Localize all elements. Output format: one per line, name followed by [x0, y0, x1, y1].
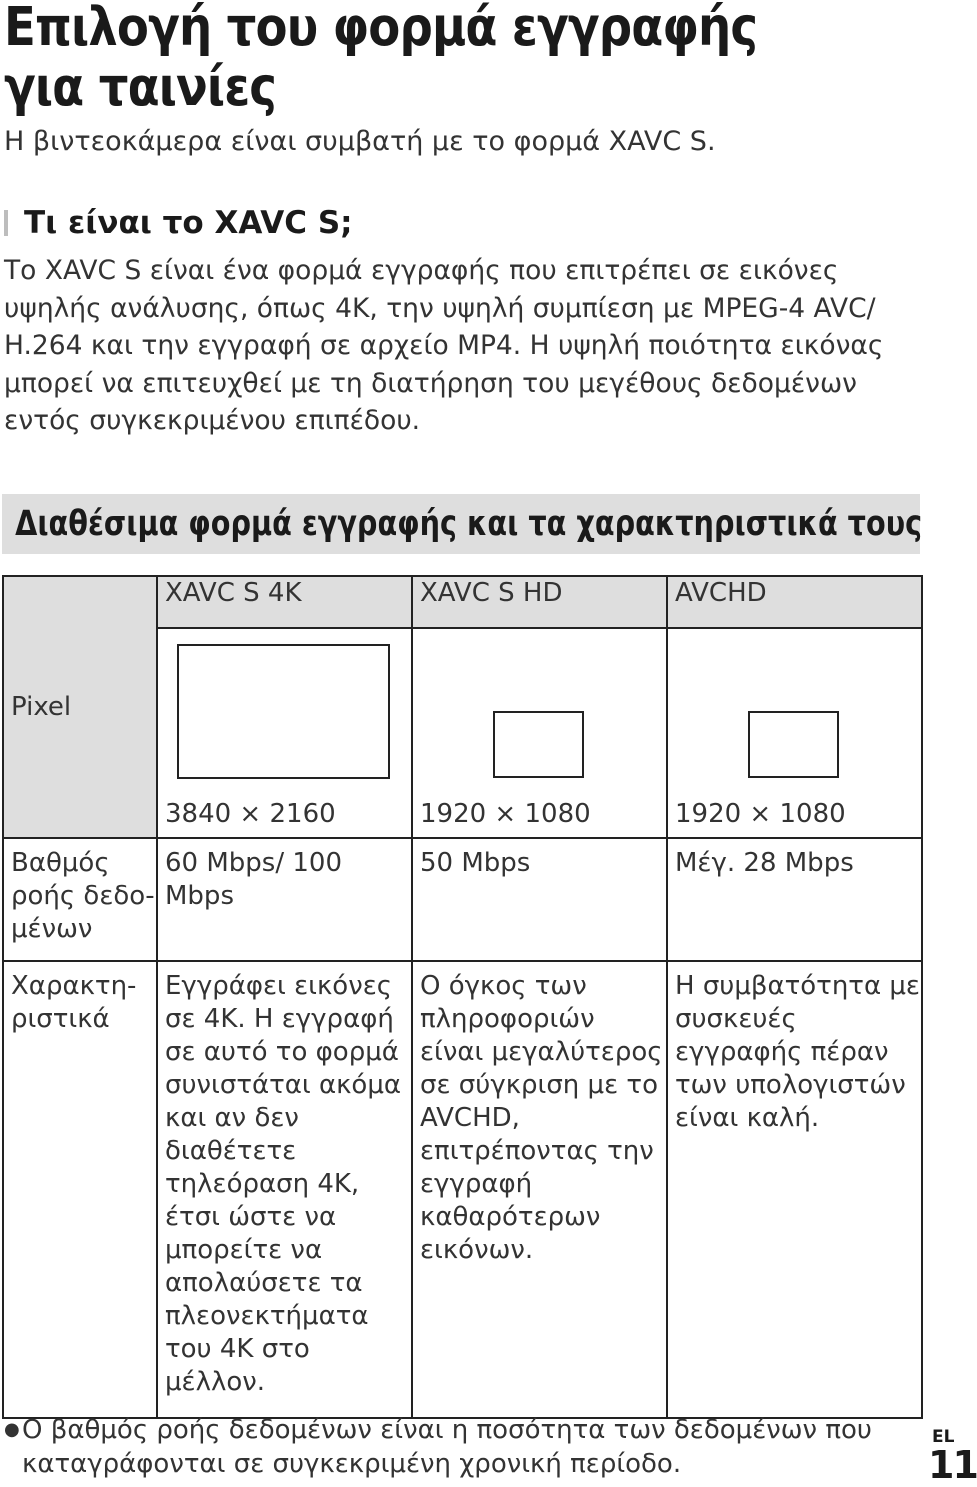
table-row-bitrate	[3, 838, 922, 961]
resolution-avchd: 1920 × 1080	[675, 799, 846, 829]
subsection-heading	[4, 203, 353, 243]
bitrate-4k: 60 Mbps/ 100 Mbps	[157, 838, 412, 961]
bitrate-hd: 50 Mbps	[412, 838, 667, 961]
frame-hd	[493, 711, 584, 778]
frame-avchd	[748, 711, 839, 778]
page-title-text: Επιλογή του φορμά εγγραφής για ταινίες	[4, 0, 758, 118]
heading-marker	[4, 210, 8, 236]
page-number: 11	[928, 1443, 977, 1487]
subsection-body: Το XAVC S είναι ένα φορμά εγγραφής που επιτρέπει σε εικόνες υψηλής ανάλυσης, όπως 4K, την υψηλή συμπίεση με MPEG-4 AVC/ H.264 και την εγγραφή σε αρχείο MP4. Η υψηλή ποιότητα εικόνας μπορεί να επιτευχθεί με τη διατήρηση του μεγέθους δεδομένων εντός συγκεκριμένου επιπέδου.	[4, 255, 884, 436]
formats-table	[2, 575, 923, 1419]
table-header-row	[3, 576, 922, 628]
features-avchd: Η συμβατότητα με συσκευές εγγραφής πέραν των υπολογιστών είναι καλή.	[667, 961, 922, 1418]
resolution-4k: 3840 × 2160	[165, 799, 336, 829]
column-header-xavc-s-hd: XAVC S HD	[412, 576, 667, 628]
footnote-text: Ο βαθμός ροής δεδομένων είναι η ποσότητα των δεδομένων που καταγράφονται σε συγκεκριμένη χρονική περίοδο.	[22, 1415, 872, 1479]
pixel-cell-hd	[412, 628, 667, 838]
row-label-features: Χαρακτη-ριστικά	[3, 961, 157, 1418]
page-language: EL	[932, 1427, 955, 1447]
column-header-xavc-s-4k: XAVC S 4K	[157, 576, 412, 628]
features-4k: Εγγράφει εικόνες σε 4K. Η εγγραφή σε αυτό το φορμά συνιστάται ακόμα και αν δεν διαθέτετε τηλεόραση 4K, έτσι ώστε να μπορείτε να απολαύσετε τα πλεονεκτήματα του 4K στο μέλλον.	[157, 961, 412, 1418]
section-heading: Διαθέσιμα φορμά εγγραφής και τα χαρακτηριστικά τους	[15, 504, 923, 544]
row-label-pixel	[3, 576, 157, 838]
features-hd: Ο όγκος των πληροφοριών είναι μεγαλύτερος σε σύγκριση με το AVCHD, επιτρέποντας την εγγραφή καθαρότερων εικόνων.	[412, 961, 667, 1418]
subsection-heading-text: Τι είναι το XAVC S;	[24, 205, 353, 241]
resolution-hd: 1920 × 1080	[420, 799, 591, 829]
row-label-bitrate: Βαθμός ροής δεδο-μένων	[3, 838, 157, 961]
page-title	[4, 0, 831, 118]
pixel-cell-4k	[157, 628, 412, 838]
footnote	[4, 1413, 884, 1481]
column-header-avchd: AVCHD	[667, 576, 922, 628]
section-heading-bar	[2, 494, 923, 554]
intro-text: Η βιντεοκάμερα είναι συμβατή με το φορμά XAVC S.	[4, 126, 716, 157]
bitrate-avchd: Μέγ. 28 Mbps	[667, 838, 922, 961]
frame-4k	[177, 644, 390, 779]
table-row-features	[3, 961, 922, 1418]
bullet-icon: ●	[4, 1419, 20, 1440]
row-label-pixel-text: Pixel	[11, 691, 72, 722]
pixel-cell-avchd	[667, 628, 922, 838]
